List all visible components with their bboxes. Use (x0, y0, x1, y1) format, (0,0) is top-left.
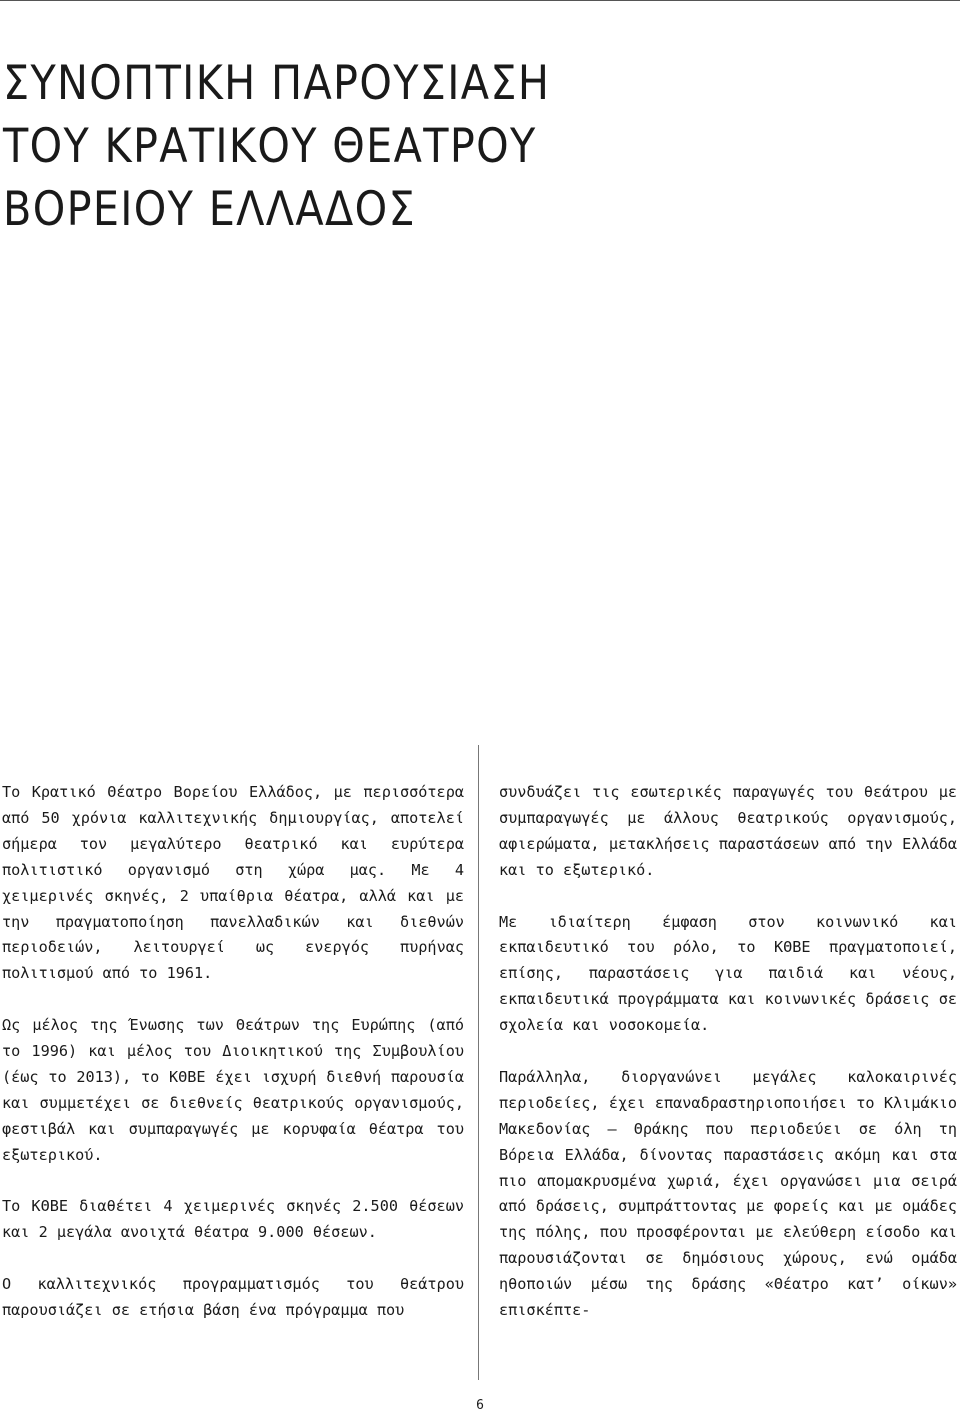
title-line-1: ΣΥΝΟΠΤΙΚΗ ΠΑΡΟΥΣΙΑΣΗ (3, 56, 551, 111)
page-number: 6 (476, 1398, 484, 1413)
top-rule (0, 0, 960, 1)
right-column (499, 780, 957, 1324)
paragraph: Παράλληλα, διοργανώνει μεγάλες καλοκαιρινές περιοδείες, έχει επαναδραστηριοποιήσει το Κλιμάκιο Μακεδονίας – Θράκης που περιοδεύει σε όλη τη Βόρεια Ελλάδα, δίνοντας παραστάσεις ακόμη και στα πιο απομακρυσμένα χωριά, έχει οργανώσει μια σειρά από δράσεις, συμπράττοντας με φορείς και με ομάδες της πόλης, που προσφέρονται με ελεύθερη είσοδο και παρουσιάζονται σε δημόσιους χώρους, ενώ ομάδα ηθοποιών μέσω της δράσης «Θέατρο κατ’ οίκων» επισκέπτε- (499, 1067, 957, 1320)
title-line-3: ΒΟΡΕΙΟΥ ΕΛΛΑΔΟΣ (3, 182, 416, 237)
column-divider (478, 745, 479, 1380)
left-column (2, 780, 464, 1324)
title-line-2: ΤΟΥ ΚΡΑΤΙΚΟΥ ΘΕΑΤΡΟΥ (3, 119, 537, 174)
paragraph: συνδυάζει τις εσωτερικές παραγωγές του θεάτρου με συμπαραγωγές με άλλους θεατρικούς οργανισμούς, αφιερώματα, μετακλήσεις παραστάσεων από την Ελλάδα και το εξωτερικό. (499, 783, 957, 879)
paragraph: Ως μέλος της Ένωσης των Θεάτρων της Ευρώπης (από το 1996) και μέλος του Διοικητικού της Συμβουλίου (έως το 2013), το ΚΘΒΕ έχει ισχυρή διεθνή παρουσία και συμμετέχει σε διεθνείς θεατρικούς οργανισμούς, φεστιβάλ και συμπαραγωγές με κορυφαία θέατρα του εξωτερικού. (2, 1016, 464, 1164)
page-title (3, 52, 830, 241)
paragraph: Ο καλλιτεχνικός προγραμματισμός του θεάτρου παρουσιάζει σε ετήσια βάση ένα πρόγραμμα που (2, 1275, 464, 1320)
paragraph: Με ιδιαίτερη έμφαση στον κοινωνικό και εκπαιδευτικό του ρόλο, το ΚΘΒΕ πραγματοποιεί, επίσης, παραστάσεις για παιδιά και νέους, εκπαιδευτικά προγράμματα και κοινωνικές δράσεις σε σχολεία και νοσοκομεία. (499, 912, 957, 1035)
paragraph: Το ΚΘΒΕ διαθέτει 4 χειμερινές σκηνές 2.500 θέσεων και 2 μεγάλα ανοιχτά θέατρα 9.000 θέσεων. (2, 1197, 464, 1242)
paragraph: Το Κρατικό Θέατρο Βορείου Ελλάδος, με περισσότερα από 50 χρόνια καλλιτεχνικής δημιουργίας, αποτελεί σήμερα τον μεγαλύτερο θεατρικό και ευρύτερα πολιτιστικό οργανισμό στη χώρα μας. Με 4 χειμερινές σκηνές, 2 υπαίθρια θέατρα, αλλά και με την πραγματοποίηση πανελλαδικών και διεθνών περιοδειών, λειτουργεί ως ενεργός πυρήνας πολιτισμού από το 1961. (2, 783, 464, 983)
